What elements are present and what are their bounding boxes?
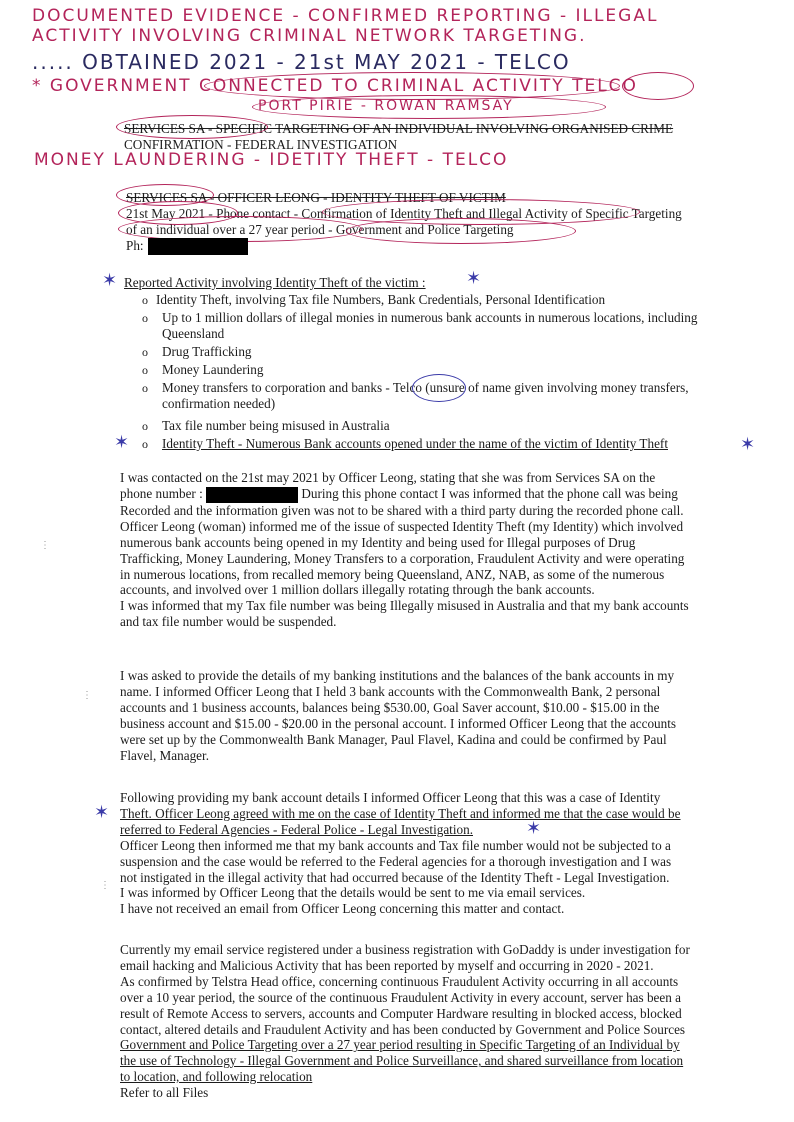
list-item: Identity Theft - Numerous Bank accounts opened under the name of the victim of Identity Theft: [162, 436, 668, 451]
entry-line-1: 21st May 2021 - Phone contact - Confirmation of Identity Theft and Illegal Activity of Specific Targeting: [126, 206, 682, 221]
list-item: Identity Theft, involving Tax file Numbers, Bank Credentials, Personal Identification: [156, 292, 606, 307]
text-line: referred to Federal Agencies - Federal Police - Legal Investigation.: [120, 821, 473, 837]
handwritten-line-3: ..... OBTAINED 2021 - 21st MAY 2021 - TELCO: [32, 50, 571, 74]
header-line-2: CONFIRMATION - FEDERAL INVESTIGATION: [124, 137, 398, 152]
text-line: I was contacted on the 21st may 2021 by Officer Leong, stating that she was from Services SA on the: [120, 470, 656, 485]
star-icon: ✶: [94, 802, 110, 822]
text-line: I was informed by Officer Leong that the details would be sent to me via email services.: [120, 885, 586, 901]
text-line: Officer Leong (woman) informed me of the issue of suspected Identity Theft (my Identity) which involved: [120, 518, 684, 534]
text-line: name. I informed Officer Leong that I held 3 bank accounts with the Commonwealth Bank, 2 personal: [120, 683, 661, 699]
bullet: o: [142, 381, 148, 395]
text-line: were set up by the Commonwealth Bank Manager, Paul Flavel, Kadina and could be confirmed by Paul: [120, 731, 667, 747]
text-line: to location, and following relocation: [120, 1069, 313, 1085]
scan-speckle: ⋮: [40, 540, 50, 551]
entry-title: SERVICES SA - OFFICER LEONG - IDENTITY THEFT OF VICTIM: [126, 190, 506, 205]
redacted-phone-2: [206, 487, 298, 503]
paragraph-4: [120, 942, 690, 1101]
text-line: business account and $15.00 - $20.00 in the personal account. I informed Officer Leong that the accounts: [120, 715, 677, 731]
text-line: Theft. Officer Leong agreed with me on the case of Identity Theft and informed me that the case would be: [120, 805, 681, 821]
oval-telco: [622, 72, 694, 100]
header-line-1: SERVICES SA - SPECIFIC TARGETING OF AN INDIVIDUAL INVOLVING ORGANISED CRIME: [124, 121, 674, 136]
text-line: Government and Police Targeting over a 27 year period resulting in Specific Targeting of an Individual by: [120, 1037, 680, 1053]
bullet: o: [142, 363, 148, 377]
text-line: Currently my email service registered under a business registration with GoDaddy is under investigation for: [120, 942, 690, 957]
text-line: result of Remote Access to servers, accounts and Computer Hardware resulting in blocked access, blocked: [120, 1005, 682, 1021]
text-line: suspension and the case would be referred to the Federal agencies for a thorough investigation and I was: [120, 853, 672, 869]
oval-telco-blue: [412, 374, 466, 402]
redacted-phone-1: [148, 238, 248, 255]
text-line: accounts, and involved over 1 million dollars illegally rotating through the bank accounts.: [120, 582, 595, 598]
text-line: Following providing my bank account details I informed Officer Leong that this was a case of Identity: [120, 790, 661, 805]
scan-speckle: ⋮: [100, 880, 110, 891]
oval-port-pirie: [252, 95, 606, 119]
text-line: I was informed that my Tax file number was being Illegally misused in Australia and that my bank accounts: [120, 598, 689, 614]
handwritten-line-5: PORT PIRIE - ROWAN RAMSAY: [258, 98, 514, 114]
paragraph-2: [120, 668, 676, 763]
text-line: over a 10 year period, the source of the continuous Fraudulent Activity in every account, server has been a: [120, 989, 682, 1005]
text-line: and tax file number would be suspended.: [120, 614, 337, 630]
text-line: not instigated in the illegal activity that had occurred because of the Identity Theft - Legal Investigation.: [120, 869, 670, 885]
bullet: o: [142, 293, 148, 307]
handwritten-line-2: ACTIVITY INVOLVING CRIMINAL NETWORK TARGETING.: [32, 26, 587, 46]
handwritten-money: MONEY LAUNDERING - IDETITY THEFT - TELCO: [34, 150, 509, 170]
text-line: Flavel, Manager.: [120, 747, 209, 763]
star-icon: ✶: [102, 270, 118, 290]
list-item: confirmation needed): [162, 396, 276, 411]
text-line: I have not received an email from Officer Leong concerning this matter and contact.: [120, 901, 565, 917]
text-line: email hacking and Malicious Activity that has been reported by myself and occurring in 2020 - 2021.: [120, 957, 654, 973]
star-icon: ✶: [466, 268, 482, 288]
paragraph-3: [120, 790, 681, 917]
entry-line-2: of an individual over a 27 year period - Government and Police Targeting: [126, 222, 514, 237]
text-line: in numerous locations, from recalled memory being Queensland, ANZ, NAB, as some of the numerous: [120, 566, 665, 582]
bullet: o: [142, 345, 148, 359]
text-line: Recorded and the information given was not to be shared with a third party during the recorded phone call.: [120, 502, 684, 518]
text-line: Trafficking, Money Laundering, Money Transfers to a corporation, Fraudulent Activity and were operating: [120, 550, 685, 566]
scan-speckle: ⋮: [82, 690, 92, 701]
text-line: Officer Leong then informed me that my bank accounts and Tax file number would not be subjected to a: [120, 837, 671, 853]
list-item: Queensland: [162, 326, 225, 341]
list-item: Tax file number being misused in Australia: [162, 418, 390, 433]
oval-services-sa-1: [116, 115, 268, 139]
text-line: numerous bank accounts being opened in my Identity and being used for Illegal purposes of Drug: [120, 534, 636, 550]
star-icon: ✶: [526, 818, 542, 838]
reported-heading: Reported Activity involving Identity Theft of the victim :: [124, 275, 426, 290]
paragraph-1: [120, 470, 689, 630]
star-icon: ✶: [114, 432, 130, 452]
list-item: Drug Trafficking: [162, 344, 252, 359]
bullet: o: [142, 419, 148, 433]
entry-phone-label: Ph:: [126, 238, 144, 253]
text-line: Refer to all Files: [120, 1085, 209, 1101]
oval-gov-police: [346, 218, 576, 244]
list-item: Money transfers to corporation and banks - Telco (unsure of name given involving money transfers,: [162, 380, 689, 395]
text-line: As confirmed by Telstra Head office, concerning continuous Fraudulent Activity occurring in all accounts: [120, 973, 679, 989]
list-item: Money Laundering: [162, 362, 264, 377]
handwritten-line-1: DOCUMENTED EVIDENCE - CONFIRMED REPORTING - ILLEGAL: [32, 6, 659, 26]
text-line: accounts and 1 business accounts, balances being $530.00, Goal Saver account, $10.00 - $15.00 in the: [120, 699, 660, 715]
bullet: o: [142, 437, 148, 451]
text-line: contact, altered details and Fraudulent Activity and has been conducted by Government and Police Sources: [120, 1021, 686, 1037]
star-icon: ✶: [740, 434, 756, 454]
text-line: the use of Technology - Illegal Government and Police Surveillance, and shared surveillance from location: [120, 1053, 684, 1069]
text-line: I was asked to provide the details of my banking institutions and the balances of the bank accounts in my: [120, 668, 675, 683]
list-item: Up to 1 million dollars of illegal monies in numerous bank accounts in numerous locations, including: [162, 310, 698, 325]
bullet: o: [142, 311, 148, 325]
text-line: phone number : During this phone contact I was informed that the phone call was being: [120, 485, 678, 501]
handwritten-line-4: * GOVERNMENT CONNECTED TO CRIMINAL ACTIVITY TELCO: [32, 76, 638, 96]
